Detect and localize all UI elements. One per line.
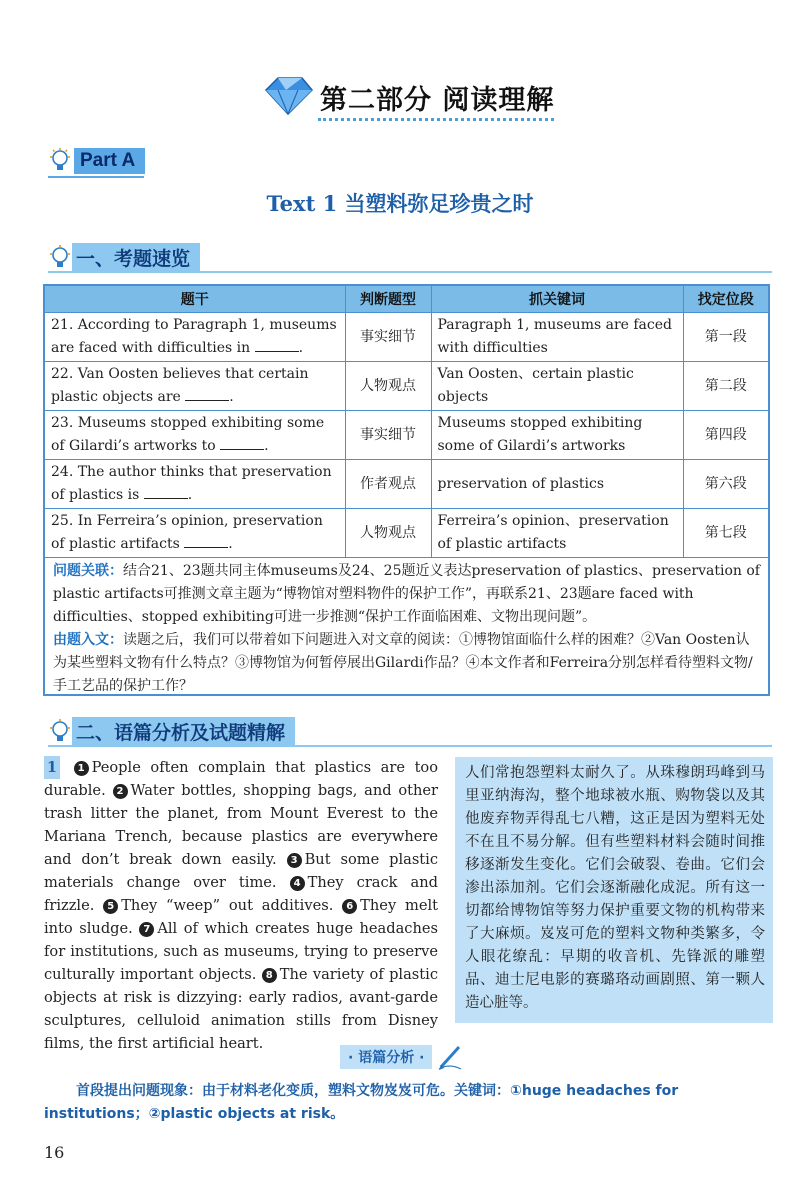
table-header: 题干: [45, 286, 345, 313]
type-cell: 作者观点: [345, 460, 431, 509]
keyword-cell: Ferreira’s opinion、preservation of plastic artifacts: [431, 509, 683, 558]
sentence-marker: 3: [287, 853, 302, 868]
title-underline: [318, 118, 554, 121]
question-cell: 23. Museums stopped exhibiting some of Gilardi’s artworks to .: [45, 411, 345, 460]
keyword-cell: Van Oosten、certain plastic objects: [431, 362, 683, 411]
table-header: 找定位段: [683, 286, 768, 313]
section1-rule: [48, 271, 772, 273]
sentence-marker: 6: [342, 899, 357, 914]
question-cell: 21. According to Paragraph 1, museums are faced with difficulties in .: [45, 313, 345, 362]
sentence-marker: 4: [290, 876, 305, 891]
page-number: 16: [44, 1143, 65, 1162]
sentence: Water bottles, shopping bags, and other trash litter the planet, from Mount Everest to the Mariana Trench, because plastics are everywhere and don’t break down easily.: [44, 782, 439, 868]
table-row: [45, 313, 768, 362]
paragraph-cell: 第四段: [683, 411, 768, 460]
diamond-icon: [262, 76, 314, 116]
paragraph-cell: 第一段: [683, 313, 768, 362]
question-association-note: 问题关联：结合21、23题共同主体museums及24、25题近义表达preservation of plastics、preservation of plastic artifacts可推测文章主题为“博物馆对塑料物件的保护工作”，再联系21、23题are faced with difficulties、stopped exhibiting可进一步推测“保护工作面临困难、文物出现问题”。: [53, 563, 760, 625]
question-overview-box: [43, 284, 770, 696]
pen-icon: [437, 1043, 463, 1071]
text-title: Text 1 当塑料弥足珍贵之时: [266, 191, 534, 216]
question-cell: 24. The author thinks that preservation of plastics is .: [45, 460, 345, 509]
table-row: [45, 411, 768, 460]
table-notes: [45, 558, 768, 698]
sentence-marker: 1: [74, 761, 89, 776]
note-label: 由题入文：: [53, 632, 123, 648]
answer-blank: [185, 386, 229, 401]
sentence-marker: 7: [139, 922, 154, 937]
keyword-cell: Museums stopped exhibiting some of Gilardi’s artworks: [431, 411, 683, 460]
section2-header: [48, 717, 295, 747]
question-to-text-note: 由题入文：读题之后，我们可以带着如下问题进入对文章的阅读：①博物馆面临什么样的困难？②Van Oosten认为某些塑料文物有什么特点？③博物馆为何暂停展出Gilardi作品？④本文作者和Ferreira分别怎样看待塑料文物/手工艺品的保护工作？: [53, 632, 753, 694]
section2-rule: [48, 745, 772, 747]
table-row: [45, 460, 768, 509]
table-header-row: [45, 286, 768, 313]
table-header: 抓关键词: [431, 286, 683, 313]
answer-blank: [184, 533, 228, 548]
paragraph-number: 1: [44, 756, 60, 779]
sentence: They crack and frizzle.: [44, 874, 438, 914]
part-a-underline: [48, 176, 144, 178]
type-cell: 人物观点: [345, 509, 431, 558]
question-cell: 25. In Ferreira’s opinion, preservation of plastic artifacts .: [45, 509, 345, 558]
part-a-label: Part A: [74, 148, 145, 174]
sentence: They “weep” out additives.: [121, 897, 334, 914]
table-row: [45, 362, 768, 411]
sentence-marker: 5: [103, 899, 118, 914]
keyword-cell: Paragraph 1, museums are faced with difficulties: [431, 313, 683, 362]
sentence: They melt into sludge.: [44, 897, 439, 937]
keyword-cell: preservation of plastics: [431, 460, 683, 509]
lightbulb-icon: [48, 718, 72, 746]
paragraph-cell: 第二段: [683, 362, 768, 411]
table-row: [45, 509, 768, 558]
answer-blank: [255, 337, 299, 352]
sentence: All of which creates huge headaches for institutions, such as museums, trying to preserve culturally important objects.: [44, 920, 439, 983]
section2-title: 二、语篇分析及试题精解: [72, 717, 295, 746]
type-cell: 事实细节: [345, 411, 431, 460]
note-label: 问题关联：: [53, 563, 123, 579]
analysis-summary: 首段提出问题现象：由于材料老化变质，塑料文物岌岌可危。关键词：①huge headaches for institutions；②plastic objects at risk。: [44, 1083, 679, 1122]
answer-blank: [144, 484, 188, 499]
part-header: [0, 70, 800, 130]
answer-blank: [220, 435, 264, 450]
lightbulb-icon: [48, 244, 72, 272]
part-a-header: [48, 147, 145, 177]
question-table: [45, 286, 768, 558]
section1-title: 一、考题速览: [72, 243, 200, 272]
sentence: People often complain that plastics are too durable.: [44, 759, 439, 799]
analysis-label: · 语篇分析 ·: [340, 1045, 432, 1069]
translation-box: 人们常抱怨塑料太耐久了。从珠穆朗玛峰到马里亚纳海沟，整个地球被水瓶、购物袋以及其他废弃物弄得乱七八糟，这正是因为塑料无处不在且不易分解。但有些塑料材料会随时间推移逐渐发生变化。它们会破裂、卷曲。它们会渗出添加剂。它们会逐渐融化成泥。所有这一切都给博物馆等努力保护重要文物的机构带来了大麻烦。岌岌可危的塑料文物种类繁多，令人眼花缭乱：早期的收音机、先锋派的雕塑品、迪士尼电影的赛璐珞动画剧照、第一颗人造心脏等。: [455, 757, 773, 1023]
question-cell: 22. Van Oosten believes that certain plastic objects are .: [45, 362, 345, 411]
section1-header: [48, 243, 200, 273]
type-cell: 事实细节: [345, 313, 431, 362]
analysis-tag: [340, 1043, 463, 1071]
lightbulb-icon: [48, 147, 72, 175]
sentence: The variety of plastic objects at risk is dizzying: early radios, avant-garde sculptures, celluloid animation stills from Disney films, the first artificial heart.: [44, 966, 438, 1052]
paragraph-cell: 第七段: [683, 509, 768, 558]
sentence-marker: 2: [113, 784, 128, 799]
table-header: 判断题型: [345, 286, 431, 313]
english-paragraph: [44, 756, 438, 1055]
part-title: 第二部分 阅读理解: [320, 85, 555, 116]
paragraph-cell: 第六段: [683, 460, 768, 509]
type-cell: 人物观点: [345, 362, 431, 411]
sentence: But some plastic materials change over time.: [44, 851, 439, 891]
sentence-marker: 8: [262, 968, 277, 983]
